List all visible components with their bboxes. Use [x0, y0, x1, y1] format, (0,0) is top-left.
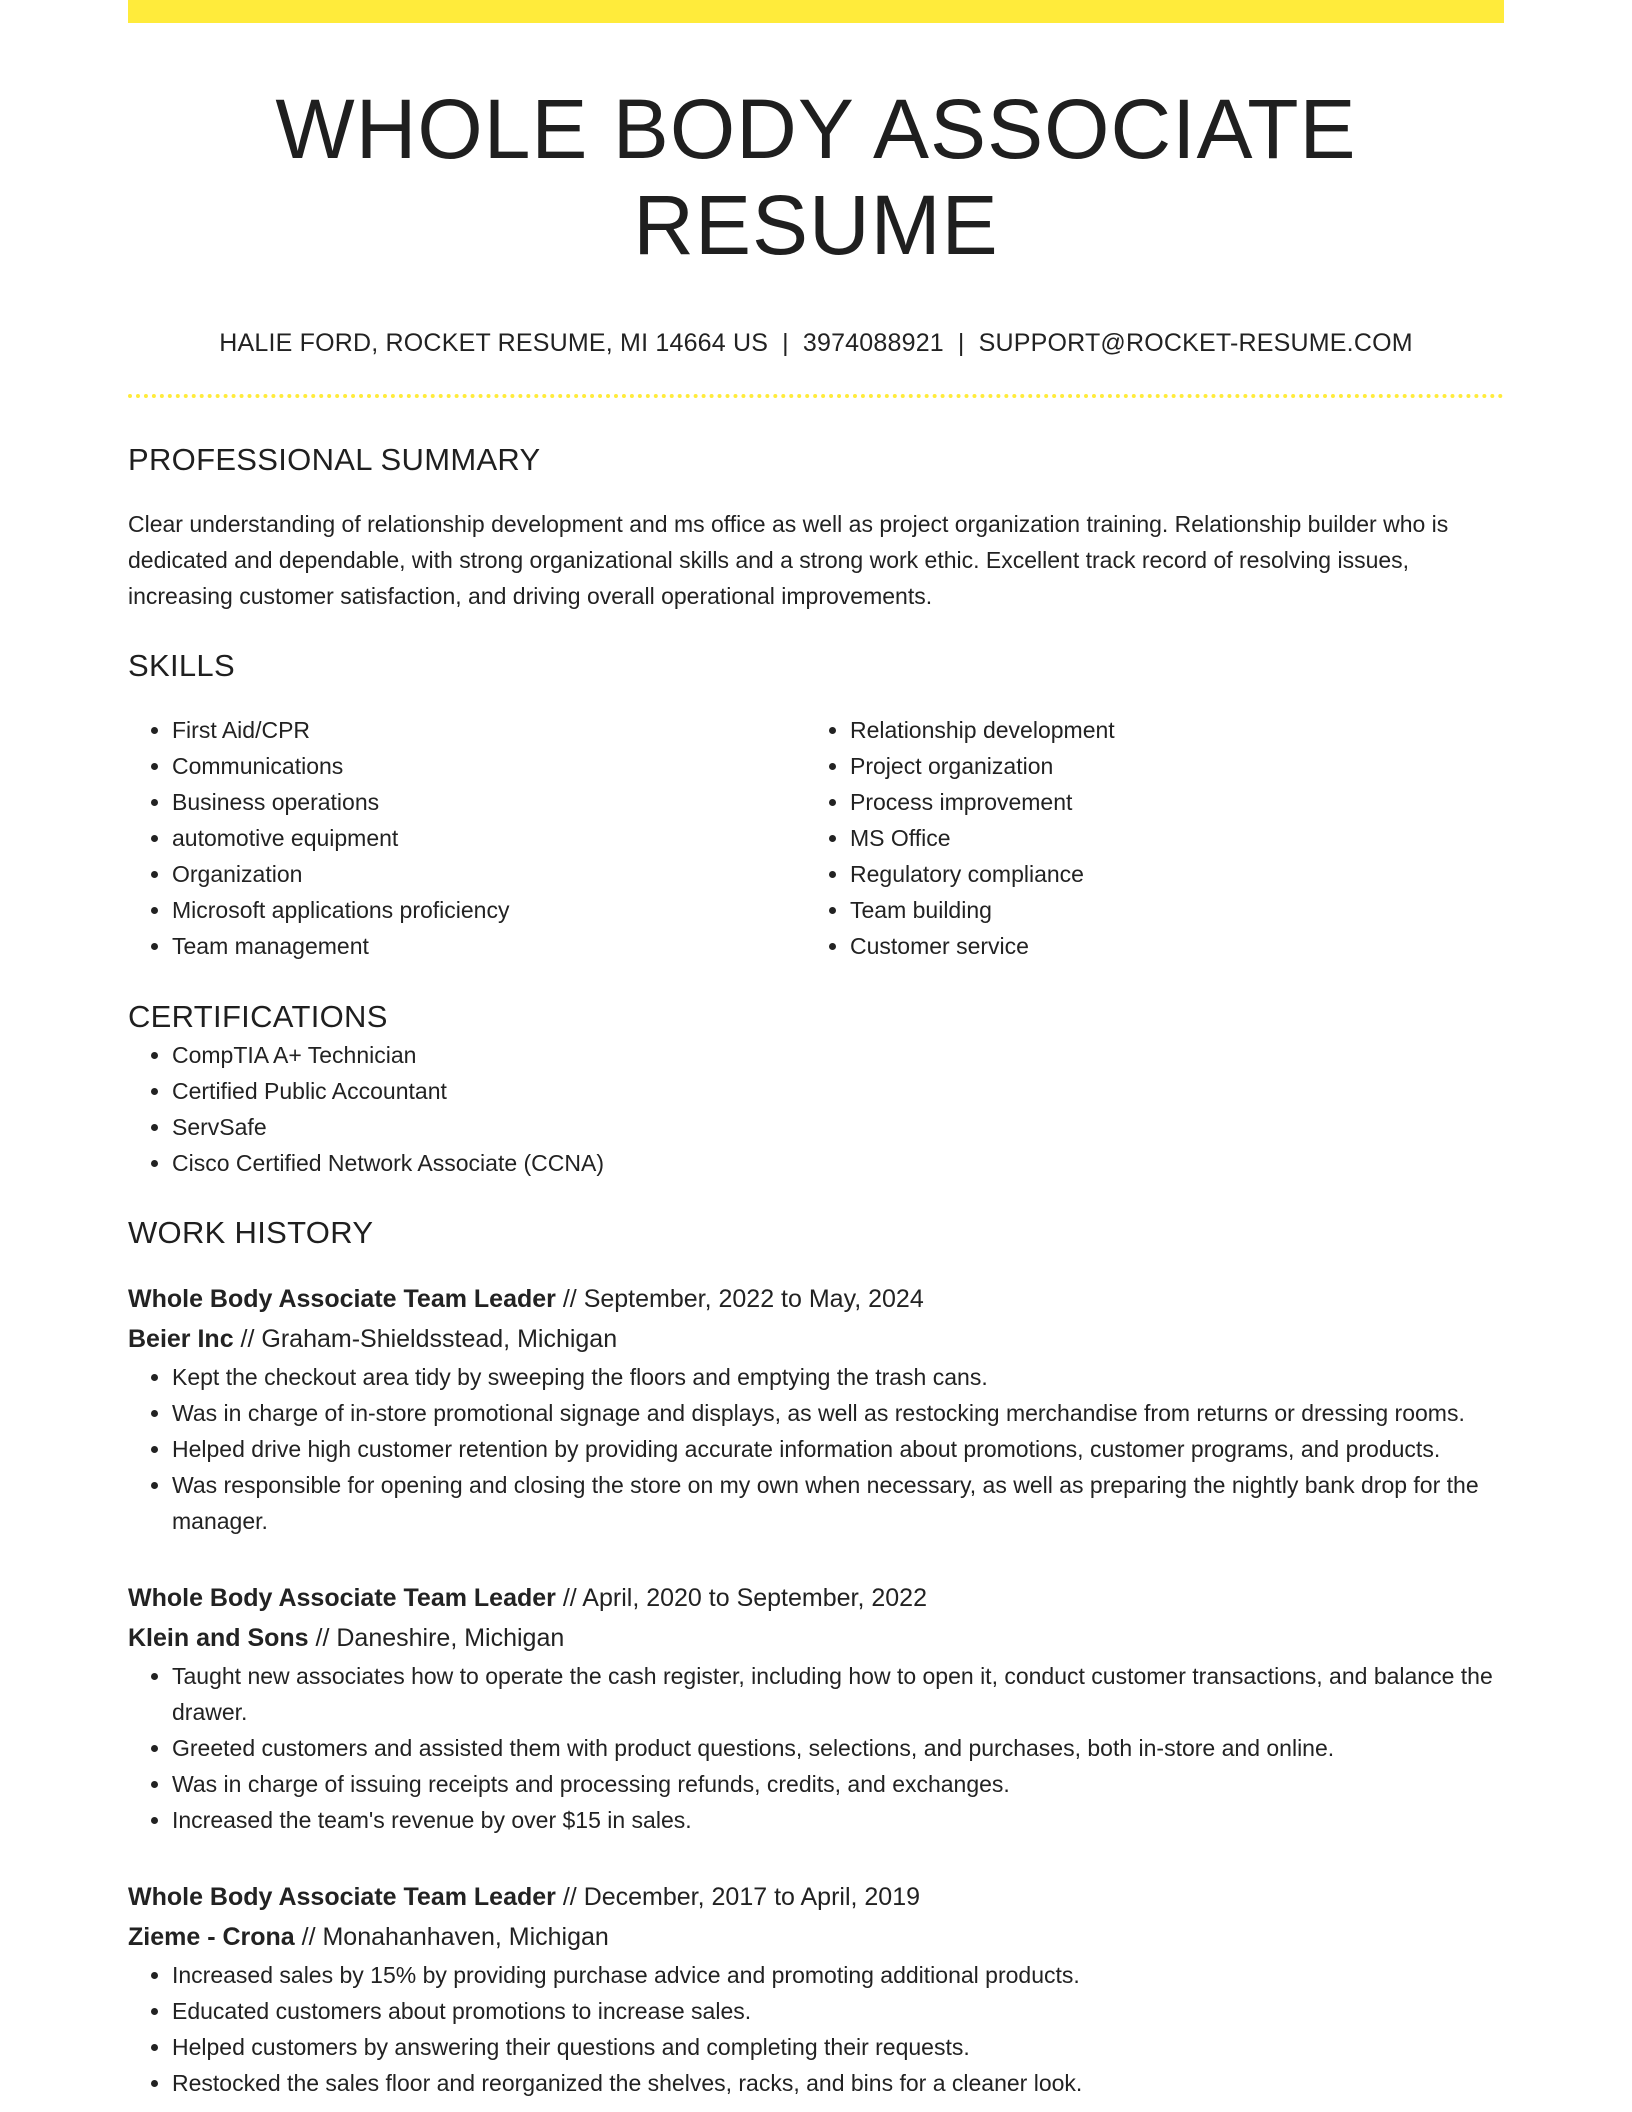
skill-item: • Organization — [172, 856, 806, 892]
summary-text: Clear understanding of relationship development and ms office as well as project organization training. Relationship builder who is dedicated and dependable, with strong organizational skills and a strong work ethic. Excellent track record of resolving issues, increasing customer satisfaction, and driving overall operational improvements. — [128, 511, 1449, 609]
work-history-heading: WORK HISTORY — [128, 1215, 374, 1250]
job-duty-item: • Kept the checkout area tidy by sweeping the floors and emptying the trash cans. — [172, 1359, 1504, 1395]
job-duty-item: • Helped customers by answering their questions and completing their requests. — [172, 2029, 1504, 2065]
skills-heading: SKILLS — [128, 648, 235, 683]
certification-item: • Cisco Certified Network Associate (CCNA) — [172, 1145, 1504, 1181]
skill-item: • Microsoft applications proficiency — [172, 892, 806, 928]
job-company-line — [128, 1319, 1504, 1359]
job-title-line — [128, 1578, 1504, 1618]
job-duty-item: • Restocked the sales floor and reorganized the shelves, racks, and bins for a cleaner look. — [172, 2065, 1504, 2101]
contact-phone: 3974088921 — [802, 329, 944, 357]
skills-column-right — [806, 712, 1484, 964]
certification-item: • Certified Public Accountant — [172, 1073, 1504, 1109]
dotted-divider — [128, 394, 1504, 398]
job-duty-item: • Was in charge of issuing receipts and processing refunds, credits, and exchanges. — [172, 1766, 1504, 1802]
job-title: Whole Body Associate Team Leader — [128, 1883, 556, 1911]
resume-title: WHOLE BODY ASSOCIATE RESUME — [275, 82, 1357, 272]
skills-column-left — [128, 712, 806, 964]
contact-separator: | — [782, 329, 789, 357]
skill-item: • Communications — [172, 748, 806, 784]
job-company: Beier Inc — [128, 1325, 234, 1353]
certifications-list — [128, 1037, 1504, 1181]
job-duty-item: • Was responsible for opening and closing the store on my own when necessary, as well as preparing the nightly bank drop for the manager. — [172, 1467, 1504, 1539]
job-duty-item: • Greeted customers and assisted them with product questions, selections, and purchases, both in-store and online. — [172, 1730, 1504, 1766]
job-entry — [128, 1877, 1504, 2101]
job-dates: // April, 2020 to September, 2022 — [555, 1584, 927, 1612]
job-duty-item: • Increased sales by 15% by providing purchase advice and promoting additional products. — [172, 1957, 1504, 1993]
skill-item: • Team building — [850, 892, 1484, 928]
skills-list-right — [806, 712, 1484, 964]
skill-item: • Business operations — [172, 784, 806, 820]
job-entry — [128, 1279, 1504, 1539]
job-duty-item: • Taught new associates how to operate the cash register, including how to open it, conduct customer transactions, and balance the drawer. — [172, 1658, 1504, 1730]
job-dates: // September, 2022 to May, 2024 — [555, 1285, 924, 1313]
skill-item: • Customer service — [850, 928, 1484, 964]
job-title: Whole Body Associate Team Leader — [128, 1584, 556, 1612]
contact-separator: | — [957, 329, 965, 357]
certification-item: • CompTIA A+ Technician — [172, 1037, 1504, 1073]
job-duty-item: • Increased the team's revenue by over $15 in sales. — [172, 1802, 1504, 1838]
job-title: Whole Body Associate Team Leader — [128, 1285, 556, 1313]
job-entry — [128, 1578, 1504, 1838]
skill-item: • Project organization — [850, 748, 1484, 784]
job-dates: // December, 2017 to April, 2019 — [555, 1883, 921, 1911]
job-duty-item: • Helped drive high customer retention by providing accurate information about promotions, customer programs, and products. — [172, 1431, 1504, 1467]
job-title-line — [128, 1877, 1504, 1917]
skill-item: • automotive equipment — [172, 820, 806, 856]
contact-email: SUPPORT@ROCKET-RESUME.COM — [978, 329, 1413, 357]
job-location: // Daneshire, Michigan — [308, 1624, 565, 1652]
skill-item: • MS Office — [850, 820, 1484, 856]
job-location: // Graham-Shieldsstead, Michigan — [233, 1325, 618, 1353]
skills-columns — [128, 712, 1504, 964]
job-company: Zieme - Crona — [128, 1923, 295, 1951]
job-company-line — [128, 1618, 1504, 1658]
job-location: // Monahanhaven, Michigan — [294, 1923, 609, 1951]
job-company: Klein and Sons — [128, 1624, 309, 1652]
skills-list-left — [128, 712, 806, 964]
skill-item: • Team management — [172, 928, 806, 964]
job-title-line — [128, 1279, 1504, 1319]
job-company-line — [128, 1917, 1504, 1957]
resume-content — [128, 0, 1504, 2101]
job-duty-item: • Educated customers about promotions to increase sales. — [172, 1993, 1504, 2029]
job-duty-item: • Was in charge of in-store promotional signage and displays, as well as restocking merchandise from returns or dressing rooms. — [172, 1395, 1504, 1431]
contact-line — [128, 327, 1504, 359]
certification-item: • ServSafe — [172, 1109, 1504, 1145]
skill-item: • Regulatory compliance — [850, 856, 1484, 892]
skill-item: • First Aid/CPR — [172, 712, 806, 748]
skill-item: • Process improvement — [850, 784, 1484, 820]
job-duties-list — [128, 1957, 1504, 2101]
contact-address: HALIE FORD, ROCKET RESUME, MI 14664 US — [219, 329, 769, 357]
job-duties-list — [128, 1359, 1504, 1539]
summary-heading: PROFESSIONAL SUMMARY — [128, 442, 541, 477]
certifications-heading: CERTIFICATIONS — [128, 999, 388, 1034]
skill-item: • Relationship development — [850, 712, 1484, 748]
job-duties-list — [128, 1658, 1504, 1838]
